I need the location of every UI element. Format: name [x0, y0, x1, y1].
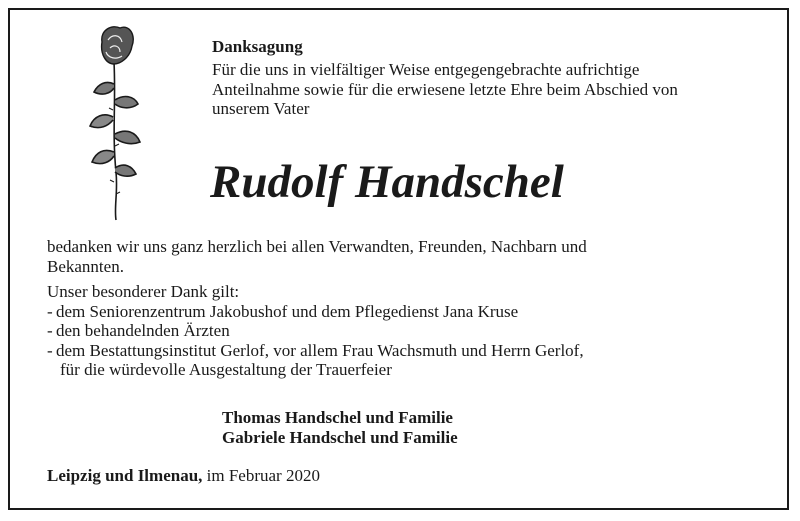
obituary-notice [8, 8, 789, 510]
deceased-name: Rudolf Handschel [210, 156, 564, 208]
list-item [47, 302, 767, 322]
rose-icon [78, 22, 150, 222]
list-dash: - [47, 301, 53, 321]
list-dash: - [47, 340, 53, 360]
intro-block [212, 36, 772, 119]
place-date-line [47, 466, 320, 486]
heading: Danksagung [212, 37, 303, 56]
intro-text [212, 60, 772, 119]
list-item-text: dem Seniorenzentrum Jakobushof und dem Pflegedienst Jana Kruse [56, 301, 519, 321]
special-thanks-label: Unser besonderer Dank gilt: [47, 282, 240, 301]
list-dash: - [47, 321, 53, 340]
list-item-text: dem Bestattungsinstitut Gerlof, vor allem Frau Wachsmuth und Herrn Gerlof, [56, 340, 584, 360]
special-thanks-list [47, 302, 767, 380]
intro-line: unserem Vater [212, 99, 310, 118]
intro-line: Für die uns in vielfältiger Weise entgegengebrachte aufrichtige [212, 60, 640, 79]
thanks-line: bedanken wir uns ganz herzlich bei allen Verwandten, Freunden, Nachbarn und [47, 237, 587, 256]
place: Leipzig und Ilmenau, [47, 466, 203, 485]
thanks-text [47, 237, 767, 276]
list-item-text: den behandelnden Ärzten [56, 321, 230, 340]
list-item [47, 321, 767, 341]
thanks-block [47, 237, 767, 380]
list-item-continuation: für die würdevolle Ausgestaltung der Trauerfeier [60, 360, 392, 379]
signer-line: Thomas Handschel und Familie [222, 408, 453, 427]
intro-line: Anteilnahme sowie für die erwiesene letzte Ehre beim Abschied von [212, 79, 678, 99]
signer-line: Gabriele Handschel und Familie [222, 427, 458, 447]
list-item [47, 341, 767, 380]
thanks-line: Bekannten. [47, 256, 124, 276]
date: im Februar 2020 [206, 466, 320, 485]
signers-block [222, 408, 458, 447]
